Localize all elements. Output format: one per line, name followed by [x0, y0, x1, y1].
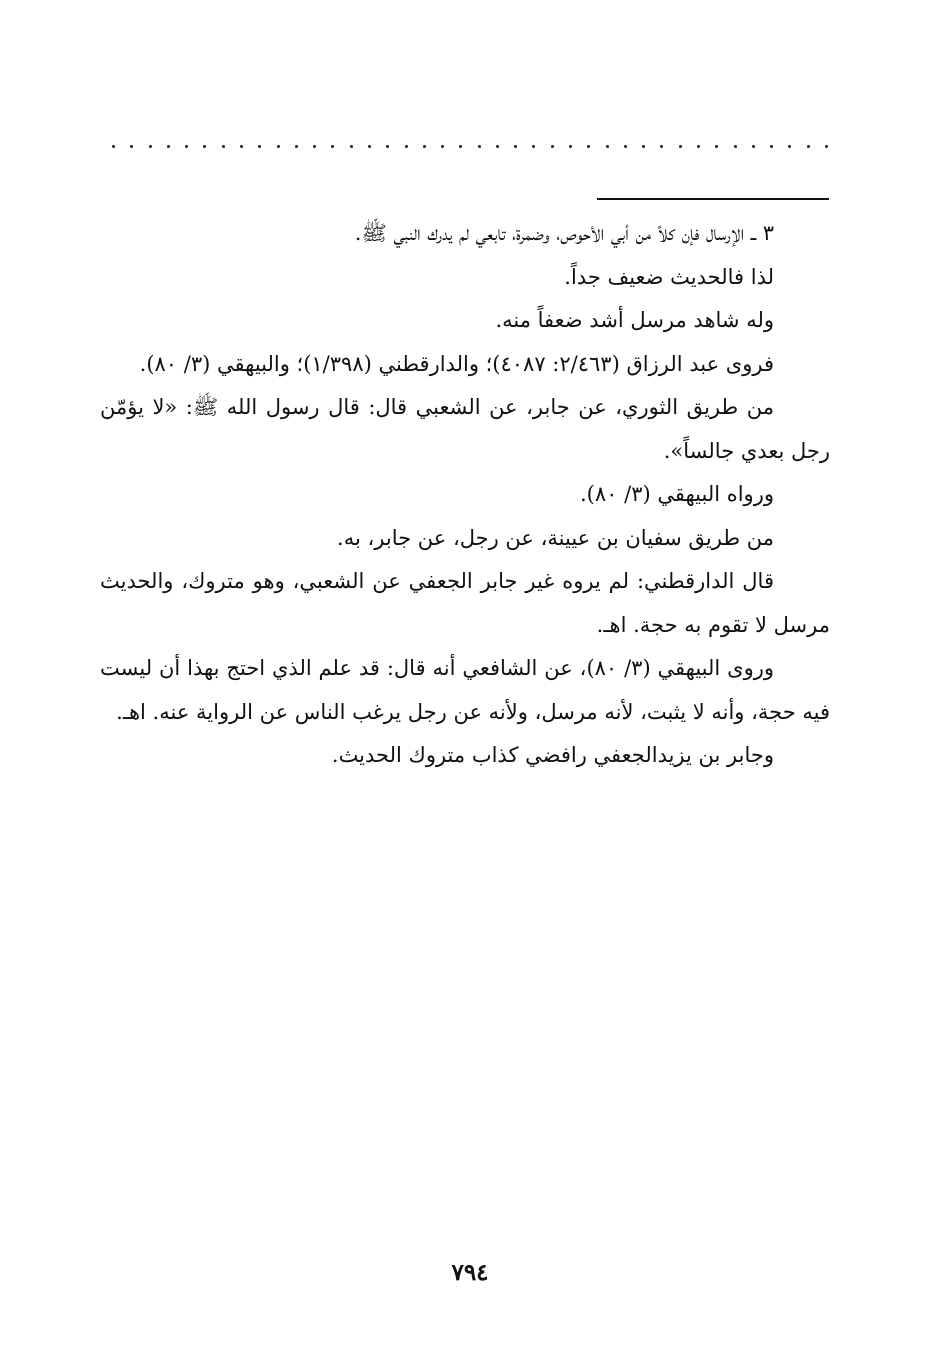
separator-dot [478, 145, 481, 148]
separator-dot [569, 145, 572, 148]
separator-dot [423, 145, 426, 148]
paragraph: ورواه البيهقي (٣/ ٨٠). [579, 482, 774, 506]
page-number: ٧٩٤ [451, 1259, 489, 1286]
separator-dot [149, 145, 152, 148]
paragraph: فروى عبد الرزاق (٢/٤٦٣: ٤٠٨٧)؛ والدارقطني (١/٣٩٨)؛ والبيهقي (٣/ ٨٠). [139, 351, 774, 376]
separator-dot [203, 145, 206, 148]
separator-dot [514, 145, 517, 148]
separator-dot [825, 145, 828, 148]
separator-dot [697, 145, 700, 148]
separator-dot [277, 145, 280, 148]
separator-dot [459, 145, 462, 148]
footnote-text-body [100, 212, 830, 778]
separator-dot [258, 145, 261, 148]
paragraph: وروى البيهقي (٣/ ٨٠)، عن الشافعي أنه قال: قد علم الذي احتج بهذا أن ليست فيه حجة، وأنه لا يثبت، لأنه مرسل، ولأنه عن رجل يرغب الناس عن الرواية عنه. اهـ. [100, 656, 830, 724]
separator-dot [368, 145, 371, 148]
separator-dot [130, 145, 133, 148]
paragraph: وله شاهد مرسل أشد ضعفاً منه. [495, 308, 774, 332]
separator-dot [606, 145, 609, 148]
paragraph: من طريق سفيان بن عيينة، عن رجل، عن جابر، به. [337, 525, 774, 550]
paragraph: وجابر بن يزيدالجعفي رافضي كذاب متروك الحديث. [331, 743, 774, 767]
separator-dot [807, 145, 810, 148]
separator-dot [405, 145, 408, 148]
separator-dot [788, 145, 791, 148]
separator-dot [441, 145, 444, 148]
paragraph: ٣ ــ الإرسال فإن كلاً من أبي الأحوص، وضمرة، تابعي لم يدرك النبي ﷺ. [354, 221, 774, 245]
separator-dot [551, 145, 554, 148]
separator-dot [587, 145, 590, 148]
separator-dot [240, 145, 243, 148]
separator-dot [752, 145, 755, 148]
separator-dot [167, 145, 170, 148]
separator-dot [679, 145, 682, 148]
separator-dot [734, 145, 737, 148]
separator-dot [112, 145, 115, 148]
paragraph: من طريق الثوري، عن جابر، عن الشعبي قال: قال رسول الله ﷺ: «لا يؤمّن رجل بعدي جالساً». [100, 395, 830, 463]
separator-dot [331, 145, 334, 148]
separator-dot [350, 145, 353, 148]
separator-dot [185, 145, 188, 148]
footnote-dots-separator [112, 136, 828, 156]
separator-dot [222, 145, 225, 148]
separator-dot [532, 145, 535, 148]
separator-dot [386, 145, 389, 148]
separator-dot [660, 145, 663, 148]
separator-dot [313, 145, 316, 148]
separator-dot [642, 145, 645, 148]
separator-dot [624, 145, 627, 148]
separator-dot [715, 145, 718, 148]
separator-dot [770, 145, 773, 148]
separator-dot [295, 145, 298, 148]
paragraph: لذا فالحديث ضعيف جداً. [564, 264, 774, 289]
footnote-rule [597, 198, 829, 200]
paragraph: قال الدارقطني: لم يروه غير جابر الجعفي عن الشعبي، وهو متروك، والحديث مرسل لا تقوم به حجة. اهـ. [100, 569, 830, 637]
separator-dot [496, 145, 499, 148]
